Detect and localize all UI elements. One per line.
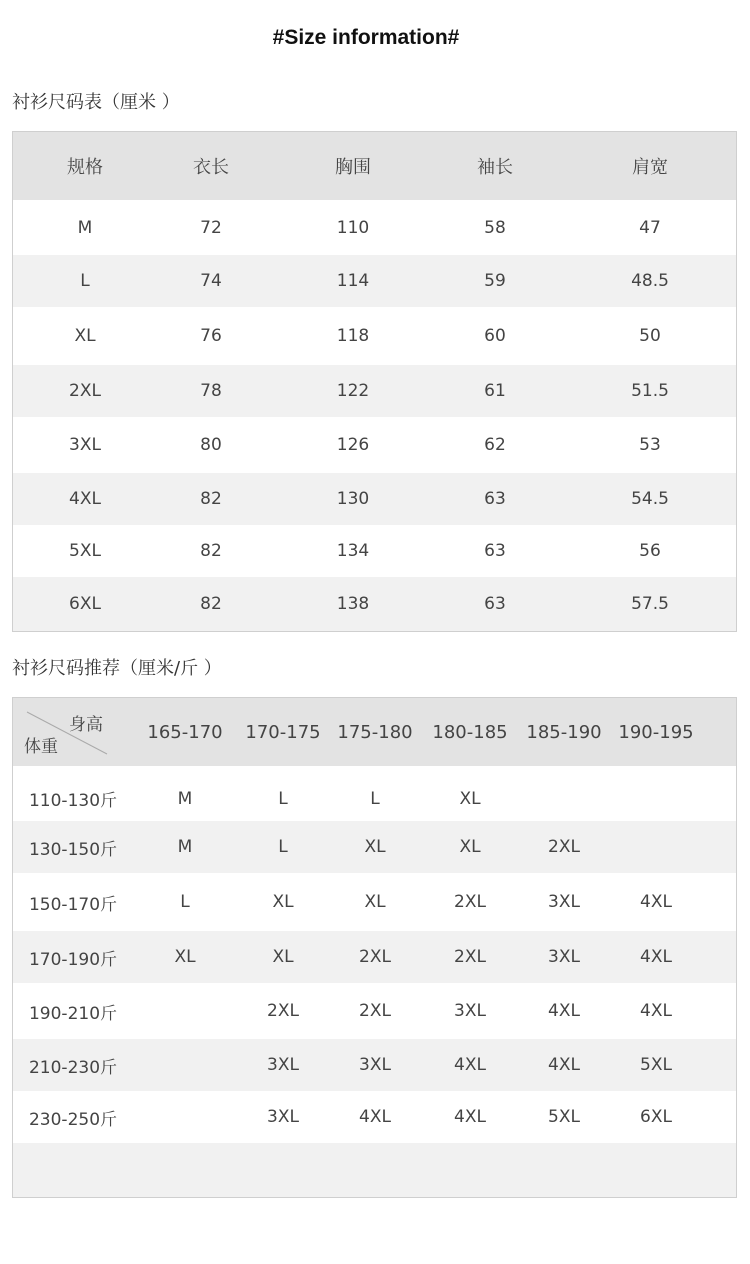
table-row [13,931,736,983]
cell-size: L [370,788,380,809]
header-shoulder: 肩宽 [632,157,668,178]
cell-size: L [180,892,190,912]
table-row [13,577,736,631]
cell-weight-range: 190-210斤 [28,1003,118,1024]
header-sleeve: 袖长 [477,157,513,178]
cell-length: 82 [200,594,222,614]
header-height-range: 175-180 [337,721,413,743]
cell-shoulder: 53 [639,435,661,455]
cell-sleeve: 59 [484,271,506,291]
cell-length: 72 [200,217,222,238]
cell-size: XL [459,788,481,809]
cell-size: M [177,788,193,809]
cell-length: 78 [200,381,222,401]
cell-length: 74 [200,271,222,291]
corner-label-weight: 体重 [24,737,58,757]
size-recommendation-table [12,697,737,1198]
cell-length: 82 [200,541,222,561]
cell-size: XL [459,837,481,857]
cell-weight-range: 210-230斤 [28,1057,118,1078]
table-row [13,525,736,577]
cell-sleeve: 58 [484,217,506,238]
cell-size: 3XL [548,947,580,967]
table-header-row [13,698,736,766]
table-row [13,365,736,417]
cell-size [609,766,703,821]
cell-length: 80 [200,435,222,455]
cell-size: 3XL [548,892,580,912]
cell-size: L [278,788,288,809]
corner-label-height: 身高 [69,715,103,735]
cell-size: 3XL [359,1055,391,1075]
cell-size: 4XL [454,1055,486,1075]
page-title: #Size information# [272,26,460,49]
cell-size: L [80,271,90,291]
cell-size: XL [364,892,386,912]
header-size: 规格 [67,157,103,178]
table-row [13,1039,736,1091]
cell-size: XL [74,326,96,346]
cell-shoulder: 50 [639,326,661,346]
cell-shoulder: 48.5 [631,271,669,291]
cell-size [139,1039,231,1091]
cell-chest: 118 [336,326,370,346]
cell-size: 3XL [267,1107,299,1127]
cell-size: 6XL [69,594,101,614]
cell-weight-range: 110-130斤 [28,791,118,811]
cell-size: XL [364,837,386,857]
cell-size: M [77,217,93,238]
header-chest: 胸围 [335,157,371,178]
table-row [13,1091,736,1143]
cell-sleeve: 63 [484,541,506,561]
cell-shoulder: 51.5 [631,381,669,401]
cell-size: XL [272,892,294,912]
table-header-row [13,132,736,200]
diagonal-corner-header [13,698,133,766]
cell-size: 2XL [359,947,391,967]
cell-weight-range: 230-250斤 [28,1109,118,1130]
empty-row [13,1143,736,1197]
cell-size: 2XL [359,1001,391,1021]
header-height-range: 185-190 [526,721,602,743]
shirt-size-chart-title: 衬衫尺码表（厘米 ） [12,92,180,113]
cell-chest: 130 [336,489,370,509]
table-row [13,821,736,873]
cell-size: 2XL [69,381,101,401]
cell-size: 3XL [454,1001,486,1021]
shirt-size-chart-table [12,131,737,632]
cell-size [139,1091,231,1143]
cell-chest: 114 [336,271,370,291]
cell-size: 2XL [454,947,486,967]
header-length: 衣长 [193,157,229,178]
header-height-range: 165-170 [147,721,223,743]
cell-size: 4XL [548,1001,580,1021]
cell-size: 2XL [267,1001,299,1021]
cell-sleeve: 61 [484,381,506,401]
cell-size: M [177,837,193,857]
cell-sleeve: 63 [484,594,506,614]
cell-chest: 110 [336,217,370,238]
header-height-range: 170-175 [245,721,321,743]
cell-sleeve: 60 [484,326,506,346]
cell-size: 6XL [640,1107,672,1127]
table-row [13,417,736,473]
cell-shoulder: 56 [639,541,661,561]
cell-size: XL [272,947,294,967]
table-row [13,307,736,365]
cell-sleeve: 62 [484,435,506,455]
cell-length: 76 [200,326,222,346]
table-row [13,255,736,307]
cell-shoulder: 57.5 [631,594,669,614]
cell-shoulder: 54.5 [631,489,669,509]
cell-size: 3XL [267,1055,299,1075]
table-row [13,200,736,255]
cell-chest: 122 [336,381,370,401]
cell-size: 5XL [640,1055,672,1075]
cell-size: 3XL [69,435,101,455]
cell-size: 2XL [548,837,580,857]
size-recommendation-title: 衬衫尺码推荐（厘米/斤 ） [12,658,222,679]
cell-length: 82 [200,489,222,509]
cell-chest: 126 [336,435,370,455]
cell-size: 4XL [548,1055,580,1075]
cell-size [609,821,703,873]
cell-weight-range: 150-170斤 [28,894,118,915]
table-row [13,473,736,525]
cell-size: 4XL [359,1107,391,1127]
cell-size: 4XL [640,947,672,967]
cell-size: 2XL [454,892,486,912]
cell-shoulder: 47 [639,217,661,238]
cell-size: 5XL [69,541,101,561]
cell-size: 4XL [454,1107,486,1127]
table-row [13,766,736,821]
cell-size: XL [174,947,196,967]
cell-size: 4XL [640,1001,672,1021]
cell-chest: 138 [336,594,370,614]
cell-weight-range: 130-150斤 [28,839,118,860]
cell-size [517,766,611,821]
cell-weight-range: 170-190斤 [28,949,118,970]
cell-chest: 134 [336,541,370,561]
cell-sleeve: 63 [484,489,506,509]
table-row [13,983,736,1039]
table-row [13,873,736,931]
header-height-range: 190-195 [618,721,694,743]
header-height-range: 180-185 [432,721,508,743]
cell-size [139,983,231,1039]
cell-size: 4XL [640,892,672,912]
cell-size: 5XL [548,1107,580,1127]
cell-size: 4XL [69,489,101,509]
cell-size: L [278,837,288,857]
